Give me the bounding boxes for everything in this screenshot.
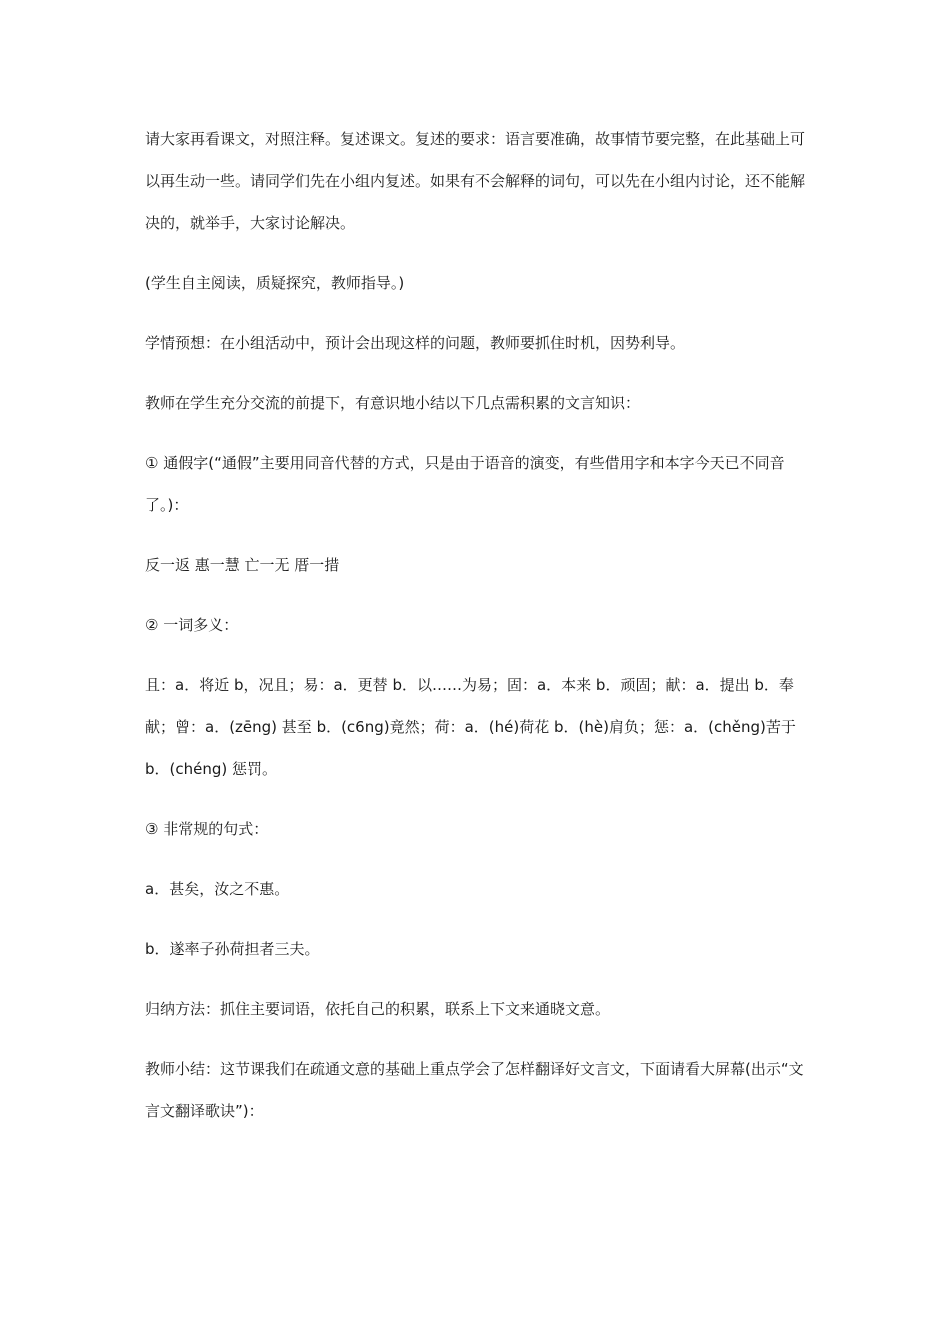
paragraph-polysemy-heading: ② 一词多义：: [145, 616, 239, 634]
paragraph-teacher-summary-intro: 教师在学生充分交流的前提下，有意识地小结以下几点需积累的文言知识：: [145, 394, 641, 412]
paragraph-sentence-example-b: b．遂率子孙荷担者三夫。: [145, 940, 320, 958]
paragraph-tongjia-heading: ① 通假字(“通假”主要用同音代替的方式，只是由于语音的演变，有些借用字和本字今天已不同音了。)：: [145, 454, 785, 514]
paragraph-method-summary: 归纳方法：抓住主要词语，依托自己的积累，联系上下文来通晓文意。: [145, 1000, 611, 1018]
paragraph-closing-summary: 教师小结：这节课我们在疏通文意的基础上重点学会了怎样翻译好文言文，下面请看大屏幕(出示“文言文翻译歌诀”)：: [145, 1060, 804, 1120]
paragraph-learning-anticipation: 学情预想：在小组活动中，预计会出现这样的问题，教师要抓住时机，因势利导。: [145, 334, 686, 352]
paragraph-student-activity: (学生自主阅读，质疑探究，教师指导。): [145, 274, 405, 292]
document-body: [145, 118, 805, 1132]
paragraph-tongjia-examples: 反一返 惠一慧 亡一无 厝一措: [145, 556, 340, 574]
paragraph-polysemy-examples: 且：a．将近 b，况且；易：a．更替 b．以……为易；固：a．本来 b．顽固；献：a．提出 b．奉献；曾：a．(zēng) 甚至 b．(c6ng)竟然；荷：a．(hé)荷花 b．(hè)肩负；惩：a．(chěng)苦于 b．(chéng) 惩罚。: [145, 676, 796, 778]
paragraph-retell-instructions: 请大家再看课文，对照注释。复述课文。复述的要求：语言要准确，故事情节要完整，在此基础上可以再生动一些。请同学们先在小组内复述。如果有不会解释的词句，可以先在小组内讨论，还不能解决的，就举手，大家讨论解决。: [145, 130, 806, 232]
paragraph-sentence-pattern-heading: ③ 非常规的句式：: [145, 820, 269, 838]
paragraph-sentence-example-a: a．甚矣，汝之不惠。: [145, 880, 290, 898]
